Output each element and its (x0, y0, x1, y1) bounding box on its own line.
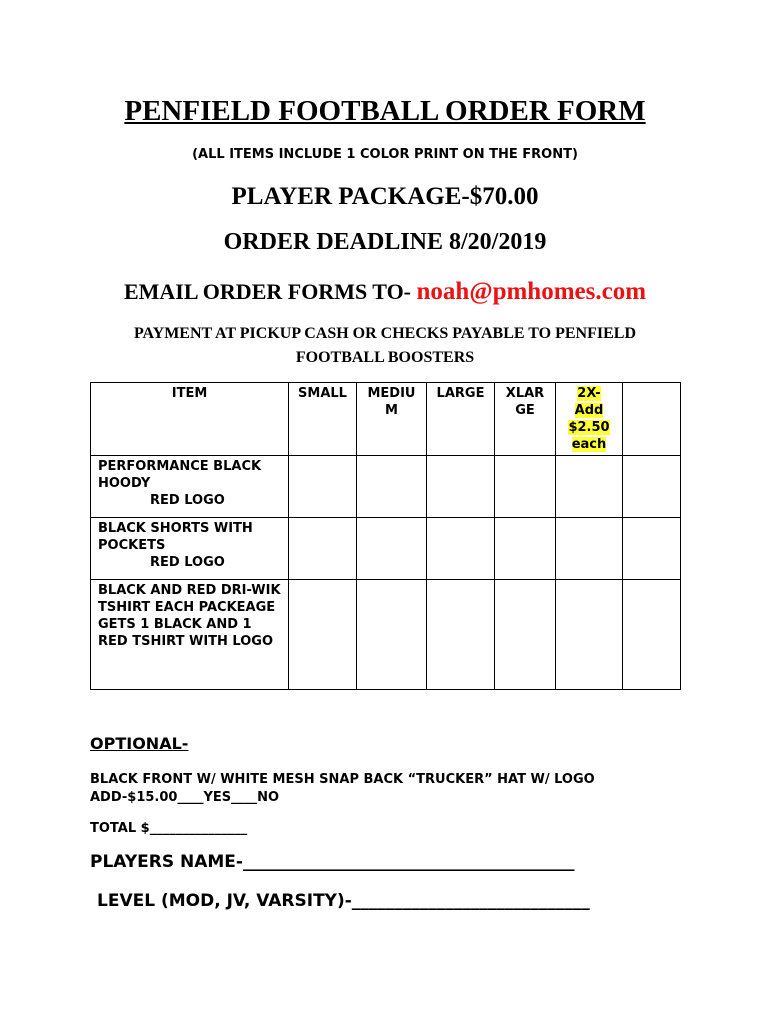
qty-large[interactable] (427, 580, 495, 690)
hat-option: BLACK FRONT W/ WHITE MESH SNAP BACK “TRUCKER” HAT W/ LOGO ADD-$15.00____YES____NO (90, 772, 595, 805)
qty-extra[interactable] (623, 580, 681, 690)
qty-medium[interactable] (357, 518, 427, 580)
order-deadline: ORDER DEADLINE 8/20/2019 (223, 229, 547, 255)
header-xlarge: XLAR GE (495, 383, 556, 456)
level-line[interactable]: LEVEL (MOD, JV, VARSITY)-____________________________ (97, 891, 590, 911)
qty-small[interactable] (289, 518, 357, 580)
item-cell (91, 456, 289, 518)
item-name: BLACK AND RED DRI-WIK TSHIRT EACH PACKEAGE GETS 1 BLACK AND 1 RED TSHIRT WITH LOGO (98, 583, 281, 649)
players-name-line[interactable]: PLAYERS NAME-_______________________________________ (90, 852, 575, 872)
header-2x (556, 383, 623, 456)
qty-medium[interactable] (357, 580, 427, 690)
item-logo: RED LOGO (150, 555, 225, 570)
qty-xlarge[interactable] (495, 518, 556, 580)
qty-extra[interactable] (623, 518, 681, 580)
qty-2x[interactable] (556, 518, 623, 580)
package-price: PLAYER PACKAGE-$70.00 (231, 183, 539, 210)
qty-large[interactable] (427, 456, 495, 518)
header-medium: MEDIU M (357, 383, 427, 456)
table-row (91, 456, 681, 518)
header-2x-label: 2X- Add $2.50 each (568, 386, 610, 452)
item-logo: RED LOGO (150, 493, 225, 508)
qty-xlarge[interactable] (495, 456, 556, 518)
header-extra (623, 383, 681, 456)
item-cell (91, 580, 289, 690)
page-title: PENFIELD FOOTBALL ORDER FORM (124, 95, 646, 127)
qty-small[interactable] (289, 456, 357, 518)
qty-extra[interactable] (623, 456, 681, 518)
header-small: SMALL (289, 383, 357, 456)
header-large: LARGE (427, 383, 495, 456)
header-item: ITEM (91, 383, 289, 456)
qty-large[interactable] (427, 518, 495, 580)
email-instruction (0, 278, 770, 306)
payment-instructions: PAYMENT AT PICKUP CASH OR CHECKS PAYABLE TO PENFIELD FOOTBALL BOOSTERS (133, 325, 637, 366)
item-cell (91, 518, 289, 580)
subtitle: (ALL ITEMS INCLUDE 1 COLOR PRINT ON THE FRONT) (192, 147, 578, 162)
email-label: EMAIL ORDER FORMS TO- (123, 279, 417, 304)
item-name: BLACK SHORTS WITH POCKETS (98, 521, 253, 553)
qty-2x[interactable] (556, 456, 623, 518)
table-row (91, 518, 681, 580)
email-address[interactable]: noah@pmhomes.com (416, 278, 647, 305)
order-table (90, 382, 681, 690)
qty-2x[interactable] (556, 580, 623, 690)
qty-xlarge[interactable] (495, 580, 556, 690)
qty-small[interactable] (289, 580, 357, 690)
table-row (91, 580, 681, 690)
total-line[interactable]: TOTAL $_______________ (90, 821, 248, 836)
qty-medium[interactable] (357, 456, 427, 518)
item-name: PERFORMANCE BLACK HOODY (98, 459, 262, 491)
table-header-row (91, 383, 681, 456)
optional-heading: OPTIONAL- (90, 734, 189, 753)
